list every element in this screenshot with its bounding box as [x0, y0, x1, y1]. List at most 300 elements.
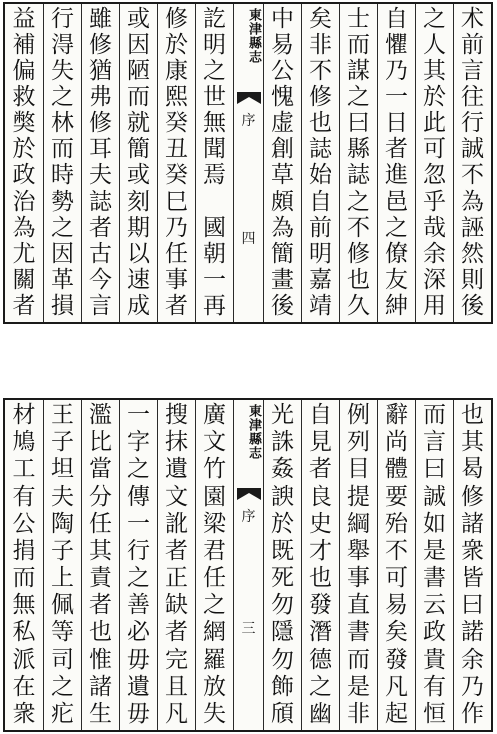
text-column — [453, 4, 491, 322]
center-fold — [233, 4, 263, 322]
text-column — [263, 400, 301, 730]
glyph: 謀 — [347, 58, 370, 85]
glyph: 雖 — [89, 6, 112, 32]
column-text — [340, 8, 377, 318]
glyph: 巳 — [165, 188, 188, 215]
glyph: 尚 — [385, 429, 408, 456]
glyph: 耳 — [89, 136, 112, 163]
glyph: 於 — [423, 84, 446, 111]
glyph: 益 — [12, 6, 36, 32]
section-label: 序 — [241, 113, 256, 129]
column-text — [158, 404, 195, 726]
column-text — [264, 404, 301, 726]
column-text — [264, 8, 301, 318]
glyph: 言 — [423, 429, 446, 456]
glyph: 之 — [385, 214, 408, 241]
column-text — [378, 8, 415, 318]
glyph: 後 — [271, 292, 294, 319]
center-fold — [233, 400, 263, 730]
glyph: 自 — [309, 188, 332, 215]
glyph: 殆 — [385, 510, 408, 537]
glyph: 乎 — [423, 188, 446, 215]
glyph: 要 — [385, 483, 408, 510]
glyph: 為 — [461, 188, 484, 215]
text-column — [43, 400, 81, 730]
glyph: 僚 — [385, 240, 408, 267]
glyph: 者 — [165, 292, 188, 319]
glyph: 誌 — [309, 136, 332, 163]
text-column — [301, 400, 339, 730]
glyph: 可 — [423, 136, 446, 163]
glyph: 哉 — [423, 214, 446, 241]
glyph: 放 — [203, 673, 226, 700]
glyph: 因 — [127, 32, 150, 59]
glyph: 鳩 — [12, 429, 36, 456]
glyph: 司 — [51, 646, 74, 673]
glyph: 潛 — [309, 619, 332, 646]
glyph: 誠 — [423, 483, 446, 510]
column-text — [120, 8, 157, 318]
glyph: 傳 — [127, 483, 150, 510]
glyph: 者 — [89, 214, 112, 241]
glyph: 事 — [347, 565, 370, 592]
glyph: 死 — [271, 565, 294, 592]
glyph: 夫 — [51, 483, 74, 510]
glyph: 任 — [165, 240, 188, 267]
glyph: 無 — [12, 592, 36, 619]
glyph: 之 — [347, 84, 370, 111]
glyph: 此 — [423, 110, 446, 137]
glyph: 修 — [309, 84, 332, 111]
glyph: 良 — [309, 483, 332, 510]
glyph: 嘉 — [309, 266, 332, 293]
glyph: 損 — [51, 292, 74, 319]
glyph: 之 — [309, 673, 332, 700]
glyph: 修 — [461, 483, 484, 510]
glyph: 恒 — [423, 700, 446, 727]
glyph: 期 — [127, 214, 150, 241]
glyph: 久 — [347, 292, 370, 319]
text-column — [453, 400, 491, 730]
glyph: 修 — [165, 6, 188, 32]
glyph: 創 — [271, 136, 294, 163]
text-column — [157, 4, 195, 322]
glyph: 訖 — [203, 6, 226, 32]
column-text — [82, 8, 119, 318]
glyph: 熙 — [165, 84, 188, 111]
glyph: 前 — [461, 32, 484, 59]
text-column — [377, 400, 415, 730]
glyph: 余 — [423, 240, 446, 267]
glyph: 於 — [12, 136, 36, 163]
glyph: 君 — [203, 537, 226, 564]
glyph: 遺 — [165, 456, 188, 483]
section-label: 序 — [241, 509, 256, 525]
glyph: 成 — [127, 292, 150, 319]
glyph: 書 — [423, 565, 446, 592]
glyph: 勿 — [271, 646, 294, 673]
glyph: 林 — [51, 110, 74, 137]
glyph: 救 — [12, 84, 36, 111]
glyph: 因 — [51, 240, 74, 267]
glyph: 凡 — [165, 700, 188, 727]
glyph: 乃 — [385, 58, 408, 85]
glyph: 國 — [203, 214, 226, 241]
glyph: 古 — [89, 240, 112, 267]
glyph: 比 — [89, 429, 112, 456]
column-text — [302, 404, 339, 726]
glyph: 而 — [12, 565, 36, 592]
glyph: 誅 — [271, 429, 294, 456]
glyph: 而 — [51, 136, 74, 163]
glyph: 易 — [271, 32, 294, 59]
glyph: 而 — [347, 32, 370, 59]
glyph: 才 — [309, 537, 332, 564]
page-bottom — [3, 398, 493, 732]
glyph: 諸 — [461, 510, 484, 537]
glyph: 明 — [203, 32, 226, 59]
glyph: 在 — [12, 673, 36, 700]
glyph: 縣 — [347, 136, 370, 163]
column-text — [44, 8, 81, 318]
glyph: 目 — [347, 456, 370, 483]
text-column — [415, 400, 453, 730]
glyph: 不 — [385, 537, 408, 564]
glyph: 余 — [461, 646, 484, 673]
column-text — [302, 8, 339, 318]
glyph: 是 — [423, 537, 446, 564]
glyph: 派 — [12, 646, 36, 673]
glyph: 工 — [12, 456, 36, 483]
column-text — [5, 404, 43, 726]
fishtail-mark-icon — [237, 92, 261, 104]
glyph: 訛 — [165, 510, 188, 537]
glyph: 修 — [89, 110, 112, 137]
glyph: 弗 — [89, 84, 112, 111]
glyph: 修 — [347, 240, 370, 267]
glyph: 夫 — [89, 162, 112, 189]
glyph: 發 — [309, 592, 332, 619]
glyph: 或 — [127, 6, 150, 32]
glyph: 深 — [423, 266, 446, 293]
glyph: 之 — [423, 6, 446, 32]
glyph: 惟 — [89, 646, 112, 673]
page-top — [3, 2, 493, 324]
glyph: 竹 — [203, 456, 226, 483]
column-text — [416, 404, 453, 726]
glyph: 光 — [271, 402, 294, 428]
glyph: 提 — [347, 483, 370, 510]
glyph: 任 — [203, 565, 226, 592]
column-text — [5, 8, 43, 318]
glyph: 之 — [51, 673, 74, 700]
glyph: 發 — [385, 646, 408, 673]
glyph: 如 — [423, 510, 446, 537]
glyph: 王 — [51, 402, 74, 428]
glyph: 必 — [127, 619, 150, 646]
glyph: 曰 — [423, 456, 446, 483]
glyph: 起 — [385, 700, 408, 727]
glyph: 者 — [385, 136, 408, 163]
glyph: 體 — [385, 456, 408, 483]
glyph: 分 — [89, 483, 112, 510]
glyph: 行 — [461, 110, 484, 137]
glyph: 康 — [165, 58, 188, 85]
glyph: 為 — [12, 214, 36, 241]
glyph: 就 — [127, 110, 150, 137]
glyph — [203, 191, 226, 214]
text-column — [119, 4, 157, 322]
column-text — [454, 404, 491, 726]
glyph: 人 — [423, 32, 446, 59]
glyph: 有 — [423, 673, 446, 700]
glyph: 尤 — [12, 240, 36, 267]
glyph: 見 — [309, 429, 332, 456]
glyph: 非 — [347, 700, 370, 727]
glyph: 失 — [203, 700, 226, 727]
glyph: 有 — [12, 483, 36, 510]
glyph: 今 — [89, 266, 112, 293]
glyph: 善 — [127, 592, 150, 619]
text-column — [301, 4, 339, 322]
glyph: 偏 — [12, 58, 36, 85]
glyph: 之 — [51, 214, 74, 241]
glyph: 之 — [203, 58, 226, 85]
glyph: 諾 — [461, 619, 484, 646]
glyph: 也 — [309, 565, 332, 592]
column-text — [82, 404, 119, 726]
glyph: 責 — [89, 565, 112, 592]
glyph: 一 — [127, 402, 150, 428]
glyph: 梁 — [203, 510, 226, 537]
text-column — [377, 4, 415, 322]
glyph: 曷 — [461, 456, 484, 483]
glyph: 公 — [12, 510, 36, 537]
fishtail-mark-icon — [237, 488, 261, 500]
page-number: 三 — [241, 621, 256, 637]
glyph: 世 — [203, 84, 226, 111]
glyph: 术 — [461, 6, 484, 32]
glyph: 正 — [165, 565, 188, 592]
glyph: 毋 — [127, 646, 150, 673]
column-text — [454, 8, 491, 318]
glyph: 網 — [203, 619, 226, 646]
column-text — [196, 404, 233, 726]
glyph: 頎 — [271, 700, 294, 727]
text-column — [157, 400, 195, 730]
glyph: 不 — [461, 162, 484, 189]
column-text — [44, 404, 81, 726]
glyph: 而 — [347, 646, 370, 673]
glyph: 進 — [385, 162, 408, 189]
glyph: 士 — [347, 6, 370, 32]
glyph: 友 — [385, 266, 408, 293]
glyph: 飾 — [271, 673, 294, 700]
glyph: 靖 — [309, 292, 332, 319]
glyph: 獘 — [12, 110, 36, 137]
glyph: 陋 — [127, 58, 150, 85]
glyph: 貴 — [423, 646, 446, 673]
glyph: 私 — [12, 619, 36, 646]
glyph: 曰 — [347, 110, 370, 137]
text-column — [339, 4, 377, 322]
glyph: 虚 — [271, 110, 294, 137]
glyph: 朝 — [203, 240, 226, 267]
glyph: 懼 — [385, 32, 408, 59]
glyph: 一 — [127, 510, 150, 537]
column-text — [340, 404, 377, 726]
glyph: 皆 — [461, 565, 484, 592]
glyph: 誠 — [461, 136, 484, 163]
glyph: 焉 — [203, 162, 226, 189]
glyph: 誌 — [89, 188, 112, 215]
glyph: 或 — [127, 162, 150, 189]
glyph: 云 — [423, 592, 446, 619]
glyph: 諸 — [89, 673, 112, 700]
glyph: 也 — [347, 266, 370, 293]
glyph: 其 — [423, 58, 446, 85]
glyph: 姦 — [271, 456, 294, 483]
text-column — [43, 4, 81, 322]
glyph: 誣 — [461, 214, 484, 241]
text-column — [263, 4, 301, 322]
text-column — [81, 400, 119, 730]
glyph: 坦 — [51, 456, 74, 483]
glyph: 政 — [423, 619, 446, 646]
glyph: 則 — [461, 266, 484, 293]
glyph: 丑 — [165, 136, 188, 163]
text-column — [81, 4, 119, 322]
glyph: 然 — [461, 240, 484, 267]
glyph: 一 — [203, 266, 226, 293]
text-column — [195, 4, 233, 322]
glyph: 刻 — [127, 188, 150, 215]
glyph: 速 — [127, 266, 150, 293]
glyph: 癸 — [165, 110, 188, 137]
glyph: 不 — [309, 58, 332, 85]
glyph: 之 — [127, 565, 150, 592]
glyph: 始 — [309, 162, 332, 189]
glyph: 革 — [51, 266, 74, 293]
glyph: 言 — [461, 58, 484, 85]
book-title: 東津縣志 — [246, 8, 261, 64]
glyph: 辭 — [385, 402, 408, 428]
glyph: 補 — [12, 32, 36, 59]
column-text — [378, 404, 415, 726]
glyph: 是 — [347, 673, 370, 700]
glyph: 之 — [51, 84, 74, 111]
glyph: 曰 — [461, 592, 484, 619]
page-number: 四 — [241, 231, 256, 247]
glyph: 子 — [51, 537, 74, 564]
glyph: 也 — [89, 619, 112, 646]
glyph: 非 — [309, 32, 332, 59]
glyph: 自 — [309, 402, 332, 428]
glyph: 衆 — [12, 700, 36, 727]
glyph: 之 — [347, 188, 370, 215]
glyph: 誌 — [347, 162, 370, 189]
glyph: 後 — [461, 292, 484, 319]
glyph: 其 — [89, 537, 112, 564]
glyph: 事 — [165, 266, 188, 293]
glyph: 者 — [309, 456, 332, 483]
glyph: 字 — [127, 429, 150, 456]
glyph: 失 — [51, 58, 74, 85]
glyph: 修 — [89, 32, 112, 59]
glyph: 任 — [89, 510, 112, 537]
glyph: 無 — [203, 110, 226, 137]
glyph: 子 — [51, 429, 74, 456]
glyph: 綱 — [347, 510, 370, 537]
text-column — [5, 4, 43, 322]
glyph: 不 — [347, 214, 370, 241]
glyph: 關 — [12, 266, 36, 293]
glyph: 缺 — [165, 592, 188, 619]
glyph: 紳 — [385, 292, 408, 319]
glyph: 乃 — [165, 214, 188, 241]
glyph: 等 — [51, 619, 74, 646]
glyph: 前 — [309, 214, 332, 241]
column-text — [416, 8, 453, 318]
glyph: 生 — [89, 700, 112, 727]
glyph: 頗 — [271, 188, 294, 215]
glyph: 既 — [271, 537, 294, 564]
glyph: 史 — [309, 510, 332, 537]
glyph: 隱 — [271, 619, 294, 646]
glyph: 簡 — [127, 136, 150, 163]
glyph: 當 — [89, 456, 112, 483]
glyph: 公 — [271, 58, 294, 85]
column-text — [120, 404, 157, 726]
glyph: 濫 — [89, 402, 112, 428]
glyph: 易 — [385, 592, 408, 619]
glyph: 例 — [347, 402, 370, 428]
glyph: 者 — [12, 292, 36, 319]
glyph: 毋 — [127, 700, 150, 727]
glyph: 再 — [203, 292, 226, 319]
column-text — [158, 8, 195, 318]
glyph: 疕 — [51, 700, 74, 727]
glyph: 之 — [203, 592, 226, 619]
glyph: 愧 — [271, 84, 294, 111]
glyph: 完 — [165, 646, 188, 673]
glyph: 也 — [309, 110, 332, 137]
glyph: 廣 — [203, 402, 226, 428]
glyph: 者 — [165, 537, 188, 564]
glyph: 以 — [127, 240, 150, 267]
text-column — [5, 400, 43, 730]
glyph: 可 — [385, 565, 408, 592]
glyph: 行 — [127, 537, 150, 564]
glyph: 勢 — [51, 188, 74, 215]
glyph: 衆 — [461, 537, 484, 564]
glyph: 畫 — [271, 266, 294, 293]
glyph: 者 — [165, 619, 188, 646]
glyph: 佩 — [51, 592, 74, 619]
glyph: 勿 — [271, 592, 294, 619]
glyph: 遺 — [127, 673, 150, 700]
glyph: 草 — [271, 162, 294, 189]
glyph: 時 — [51, 162, 74, 189]
glyph: 幽 — [309, 700, 332, 727]
glyph: 忽 — [423, 162, 446, 189]
glyph: 日 — [385, 110, 408, 137]
glyph: 淂 — [51, 32, 74, 59]
glyph: 作 — [461, 700, 484, 727]
text-column — [119, 400, 157, 730]
glyph: 行 — [51, 6, 74, 32]
glyph: 凡 — [385, 673, 408, 700]
